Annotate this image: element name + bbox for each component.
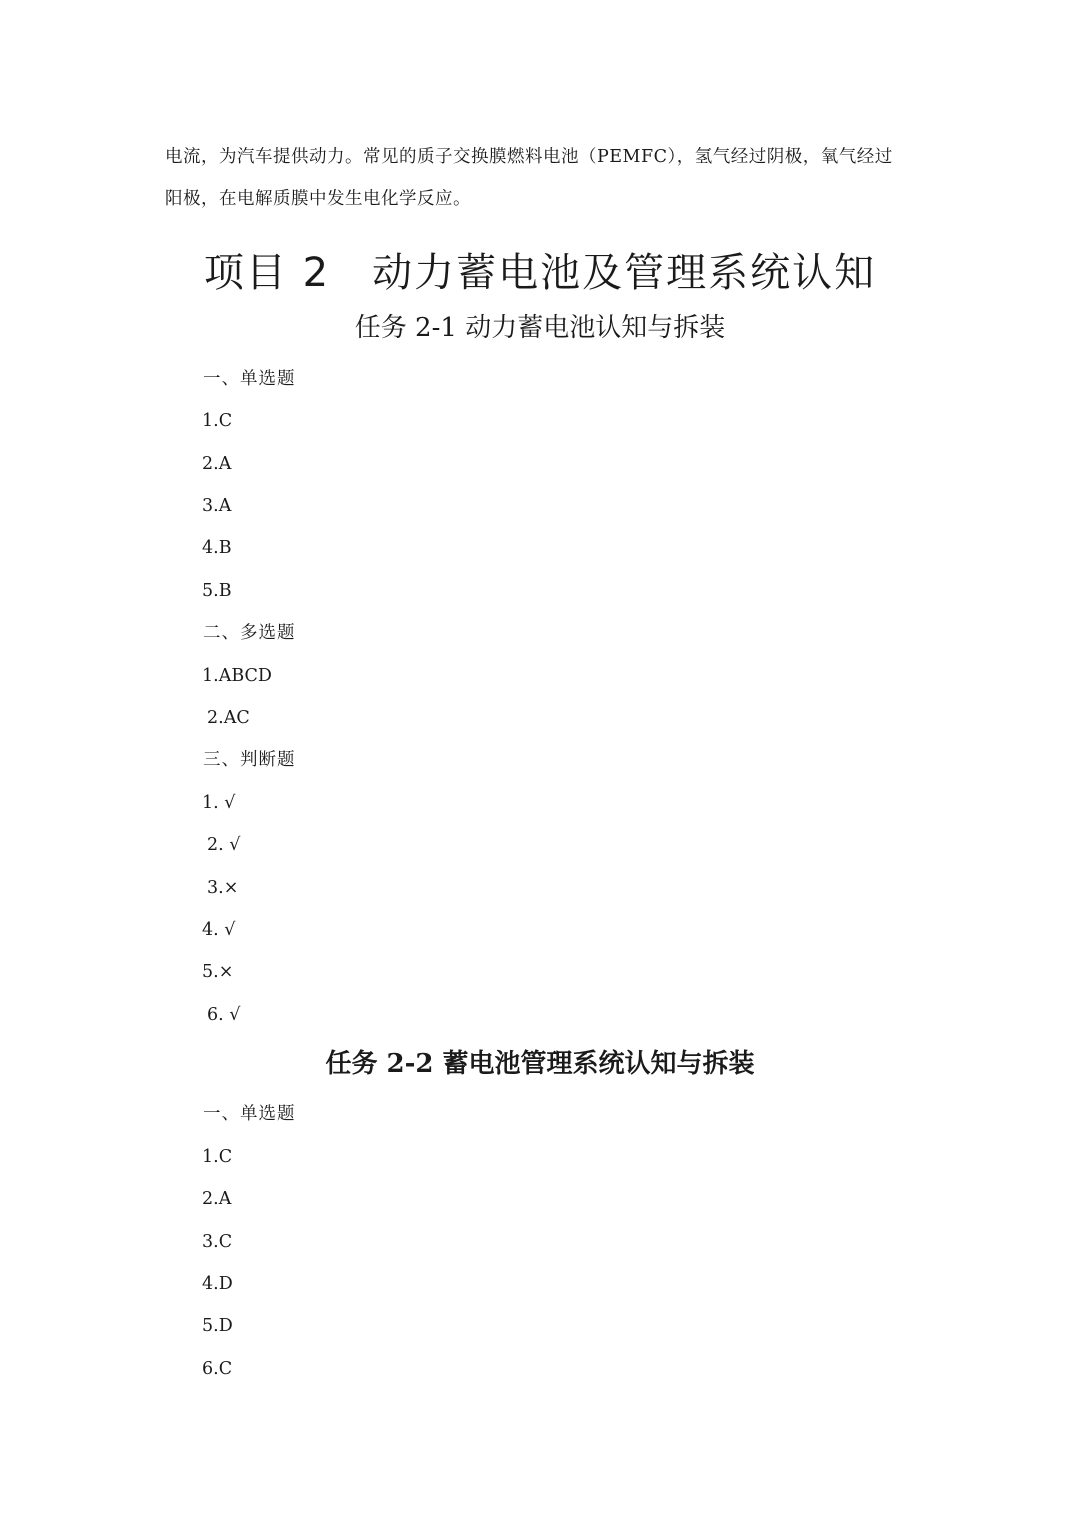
task1-multi-heading: 二、多选题	[203, 623, 296, 643]
task1-single-answer-5: 5.B	[202, 581, 232, 601]
task1-judge-answer-3: 3.×	[207, 878, 239, 898]
task1-judge-heading: 三、判断题	[203, 750, 296, 770]
task2-single-answer-3: 3.C	[202, 1232, 233, 1252]
task1-single-answer-1: 1.C	[202, 411, 233, 431]
task1-judge-answer-4: 4. √	[202, 920, 236, 940]
task2-single-answer-2: 2.A	[202, 1189, 232, 1209]
task-2-1-title: 任务 2-1 动力蓄电池认知与拆装	[354, 313, 726, 343]
task2-single-answer-6: 6.C	[202, 1359, 233, 1379]
task1-single-heading: 一、单选题	[203, 369, 296, 389]
intro-paragraph	[165, 136, 935, 220]
task1-single-answer-2: 2.A	[202, 454, 232, 474]
project-title: 项目 2 动力蓄电池及管理系统认知	[203, 250, 877, 296]
task1-multi-answer-2: 2.AC	[207, 708, 250, 728]
task1-judge-answer-5: 5.×	[202, 962, 234, 982]
task2-single-heading: 一、单选题	[203, 1104, 296, 1124]
task1-judge-answer-6: 6. √	[207, 1005, 241, 1025]
task1-judge-answer-1: 1. √	[202, 793, 236, 813]
task1-single-answer-3: 3.A	[202, 496, 232, 516]
task1-judge-answer-2: 2. √	[207, 835, 241, 855]
task1-single-answer-4: 4.B	[202, 538, 232, 558]
intro-line-2: 阳极，在电解质膜中发生电化学反应。	[165, 189, 471, 209]
task-2-2-title: 任务 2-2 蓄电池管理系统认知与拆装	[325, 1049, 755, 1079]
intro-line-1: 电流，为汽车提供动力。常见的质子交换膜燃料电池（PEMFC），氢气经过阴极，氧气经过	[165, 147, 893, 167]
task2-single-answer-1: 1.C	[202, 1147, 233, 1167]
task1-multi-answer-1: 1.ABCD	[202, 666, 272, 686]
task2-single-answer-5: 5.D	[202, 1316, 233, 1336]
task2-single-answer-4: 4.D	[202, 1274, 233, 1294]
